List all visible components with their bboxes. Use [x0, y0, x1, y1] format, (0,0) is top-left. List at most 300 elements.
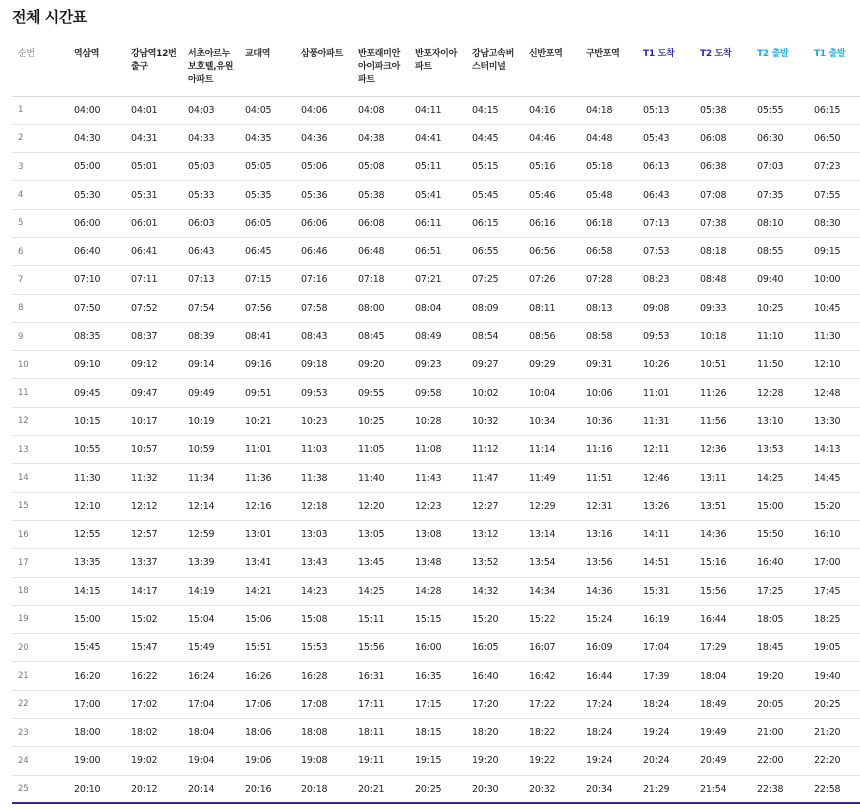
table-row: [12, 747, 860, 775]
time-cell: 06:45: [241, 237, 297, 265]
table-row: [12, 492, 860, 520]
time-cell: 07:21: [411, 266, 468, 294]
time-cell: 15:00: [70, 605, 127, 633]
time-cell: 15:04: [184, 605, 241, 633]
time-cell: 08:56: [525, 322, 582, 350]
time-cell: 07:54: [184, 294, 241, 322]
time-cell: 19:24: [639, 719, 696, 747]
time-cell: 04:05: [241, 96, 297, 124]
time-cell: 20:14: [184, 775, 241, 803]
time-cell: 15:31: [639, 577, 696, 605]
time-cell: 07:13: [639, 209, 696, 237]
time-cell: 16:05: [468, 634, 525, 662]
time-cell: 06:58: [582, 237, 639, 265]
time-cell: 08:37: [127, 322, 184, 350]
time-cell: 08:30: [810, 209, 860, 237]
time-cell: 05:38: [354, 181, 411, 209]
time-cell: 09:23: [411, 351, 468, 379]
time-cell: 04:01: [127, 96, 184, 124]
time-cell: 11:05: [354, 436, 411, 464]
time-cell: 20:18: [297, 775, 354, 803]
time-cell: 05:55: [753, 96, 810, 124]
time-cell: 10:15: [70, 407, 127, 435]
time-cell: 05:05: [241, 153, 297, 181]
time-cell: 07:25: [468, 266, 525, 294]
time-cell: 19:00: [70, 747, 127, 775]
time-cell: 16:35: [411, 662, 468, 690]
time-cell: 20:30: [468, 775, 525, 803]
time-cell: 05:35: [241, 181, 297, 209]
time-cell: 05:11: [411, 153, 468, 181]
time-cell: 18:45: [753, 634, 810, 662]
header-stop: 교대역: [241, 40, 297, 96]
time-cell: 04:38: [354, 124, 411, 152]
time-cell: 10:21: [241, 407, 297, 435]
row-number: 13: [12, 436, 70, 464]
time-cell: 09:12: [127, 351, 184, 379]
header-stop: 반포래미안아이파크아파트: [354, 40, 411, 96]
time-cell: 14:11: [639, 520, 696, 548]
table-row: [12, 379, 860, 407]
time-cell: 04:18: [582, 96, 639, 124]
time-cell: 08:58: [582, 322, 639, 350]
time-cell: 11:36: [241, 464, 297, 492]
time-cell: 05:45: [468, 181, 525, 209]
time-cell: 13:26: [639, 492, 696, 520]
time-cell: 16:19: [639, 605, 696, 633]
table-row: [12, 237, 860, 265]
time-cell: 18:20: [468, 719, 525, 747]
time-cell: 12:55: [70, 520, 127, 548]
time-cell: 13:05: [354, 520, 411, 548]
time-cell: 06:08: [696, 124, 753, 152]
time-cell: 12:16: [241, 492, 297, 520]
time-cell: 16:44: [582, 662, 639, 690]
time-cell: 16:26: [241, 662, 297, 690]
header-row: [12, 40, 860, 96]
row-number: 11: [12, 379, 70, 407]
time-cell: 08:10: [753, 209, 810, 237]
time-cell: 12:27: [468, 492, 525, 520]
time-cell: 06:15: [468, 209, 525, 237]
time-cell: 09:33: [696, 294, 753, 322]
time-cell: 07:10: [70, 266, 127, 294]
time-cell: 12:28: [753, 379, 810, 407]
time-cell: 12:46: [639, 464, 696, 492]
time-cell: 10:32: [468, 407, 525, 435]
time-cell: 10:25: [354, 407, 411, 435]
time-cell: 16:24: [184, 662, 241, 690]
row-number: 23: [12, 719, 70, 747]
time-cell: 10:06: [582, 379, 639, 407]
time-cell: 15:22: [525, 605, 582, 633]
time-cell: 10:19: [184, 407, 241, 435]
table-row: [12, 351, 860, 379]
time-cell: 15:08: [297, 605, 354, 633]
time-cell: 09:55: [354, 379, 411, 407]
time-cell: 06:06: [297, 209, 354, 237]
row-number: 21: [12, 662, 70, 690]
time-cell: 14:45: [810, 464, 860, 492]
time-cell: 09:08: [639, 294, 696, 322]
time-cell: 14:51: [639, 549, 696, 577]
time-cell: 15:53: [297, 634, 354, 662]
row-number: 10: [12, 351, 70, 379]
time-cell: 06:40: [70, 237, 127, 265]
time-cell: 18:25: [810, 605, 860, 633]
time-cell: 22:38: [753, 775, 810, 803]
time-cell: 06:55: [468, 237, 525, 265]
time-cell: 06:08: [354, 209, 411, 237]
time-cell: 11:10: [753, 322, 810, 350]
time-cell: 15:20: [810, 492, 860, 520]
table-row: [12, 464, 860, 492]
table-row: [12, 209, 860, 237]
time-cell: 18:11: [354, 719, 411, 747]
time-cell: 17:39: [639, 662, 696, 690]
time-cell: 14:25: [753, 464, 810, 492]
time-cell: 05:18: [582, 153, 639, 181]
time-cell: 12:31: [582, 492, 639, 520]
time-cell: 19:02: [127, 747, 184, 775]
row-number: 14: [12, 464, 70, 492]
time-cell: 19:22: [525, 747, 582, 775]
time-cell: 15:45: [70, 634, 127, 662]
time-cell: 15:56: [354, 634, 411, 662]
time-cell: 10:23: [297, 407, 354, 435]
time-cell: 15:49: [184, 634, 241, 662]
time-cell: 06:43: [639, 181, 696, 209]
time-cell: 06:51: [411, 237, 468, 265]
time-cell: 08:55: [753, 237, 810, 265]
table-row: [12, 775, 860, 803]
time-cell: 11:08: [411, 436, 468, 464]
time-cell: 13:51: [696, 492, 753, 520]
time-cell: 14:17: [127, 577, 184, 605]
time-cell: 19:04: [184, 747, 241, 775]
time-cell: 04:45: [468, 124, 525, 152]
time-cell: 12:10: [70, 492, 127, 520]
time-cell: 07:18: [354, 266, 411, 294]
table-row: [12, 662, 860, 690]
time-cell: 04:06: [297, 96, 354, 124]
time-cell: 06:00: [70, 209, 127, 237]
time-cell: 11:47: [468, 464, 525, 492]
time-cell: 14:36: [582, 577, 639, 605]
time-cell: 17:24: [582, 690, 639, 718]
time-cell: 15:50: [753, 520, 810, 548]
time-cell: 12:14: [184, 492, 241, 520]
row-number: 9: [12, 322, 70, 350]
time-cell: 16:42: [525, 662, 582, 690]
time-cell: 20:05: [753, 690, 810, 718]
time-cell: 18:06: [241, 719, 297, 747]
time-cell: 11:32: [127, 464, 184, 492]
time-cell: 19:20: [468, 747, 525, 775]
time-cell: 18:22: [525, 719, 582, 747]
time-cell: 12:11: [639, 436, 696, 464]
time-cell: 09:29: [525, 351, 582, 379]
time-cell: 09:16: [241, 351, 297, 379]
time-cell: 09:51: [241, 379, 297, 407]
time-cell: 08:11: [525, 294, 582, 322]
time-cell: 10:34: [525, 407, 582, 435]
time-cell: 14:13: [810, 436, 860, 464]
time-cell: 06:11: [411, 209, 468, 237]
table-row: [12, 520, 860, 548]
time-cell: 08:09: [468, 294, 525, 322]
time-cell: 06:50: [810, 124, 860, 152]
time-cell: 10:28: [411, 407, 468, 435]
time-cell: 05:06: [297, 153, 354, 181]
time-cell: 09:15: [810, 237, 860, 265]
time-cell: 09:10: [70, 351, 127, 379]
time-cell: 13:08: [411, 520, 468, 548]
table-row: [12, 96, 860, 124]
table-row: [12, 153, 860, 181]
time-cell: 12:48: [810, 379, 860, 407]
time-cell: 10:51: [696, 351, 753, 379]
row-number: 25: [12, 775, 70, 803]
time-cell: 21:20: [810, 719, 860, 747]
header-stop: 강남고속버스터미널: [468, 40, 525, 96]
time-cell: 10:00: [810, 266, 860, 294]
time-cell: 17:22: [525, 690, 582, 718]
time-cell: 05:30: [70, 181, 127, 209]
time-cell: 15:51: [241, 634, 297, 662]
time-cell: 17:25: [753, 577, 810, 605]
time-cell: 20:21: [354, 775, 411, 803]
header-stop: 강남역12번 출구: [127, 40, 184, 96]
time-cell: 08:18: [696, 237, 753, 265]
time-cell: 15:56: [696, 577, 753, 605]
time-cell: 07:08: [696, 181, 753, 209]
time-cell: 09:45: [70, 379, 127, 407]
time-cell: 04:46: [525, 124, 582, 152]
time-cell: 12:59: [184, 520, 241, 548]
time-cell: 09:20: [354, 351, 411, 379]
time-cell: 13:10: [753, 407, 810, 435]
time-cell: 20:25: [411, 775, 468, 803]
time-cell: 18:24: [582, 719, 639, 747]
time-cell: 13:53: [753, 436, 810, 464]
table-row: [12, 605, 860, 633]
time-cell: 05:00: [70, 153, 127, 181]
header-t2-arrival: T2 도착: [696, 40, 753, 96]
time-cell: 16:07: [525, 634, 582, 662]
time-cell: 21:54: [696, 775, 753, 803]
time-cell: 13:01: [241, 520, 297, 548]
time-cell: 07:50: [70, 294, 127, 322]
time-cell: 19:49: [696, 719, 753, 747]
time-cell: 04:11: [411, 96, 468, 124]
time-cell: 04:36: [297, 124, 354, 152]
time-cell: 10:59: [184, 436, 241, 464]
time-cell: 07:28: [582, 266, 639, 294]
time-cell: 15:20: [468, 605, 525, 633]
time-cell: 04:33: [184, 124, 241, 152]
table-row: [12, 690, 860, 718]
time-cell: 20:34: [582, 775, 639, 803]
header-stop: 구반포역: [582, 40, 639, 96]
time-cell: 08:00: [354, 294, 411, 322]
row-number: 8: [12, 294, 70, 322]
time-cell: 13:56: [582, 549, 639, 577]
row-number: 15: [12, 492, 70, 520]
time-cell: 06:30: [753, 124, 810, 152]
time-cell: 13:48: [411, 549, 468, 577]
time-cell: 15:16: [696, 549, 753, 577]
table-row: [12, 407, 860, 435]
time-cell: 15:02: [127, 605, 184, 633]
time-cell: 16:31: [354, 662, 411, 690]
time-cell: 08:23: [639, 266, 696, 294]
time-cell: 22:00: [753, 747, 810, 775]
time-cell: 06:38: [696, 153, 753, 181]
time-cell: 05:41: [411, 181, 468, 209]
time-cell: 05:43: [639, 124, 696, 152]
time-cell: 20:12: [127, 775, 184, 803]
table-row: [12, 266, 860, 294]
time-cell: 07:16: [297, 266, 354, 294]
time-cell: 14:15: [70, 577, 127, 605]
time-cell: 13:43: [297, 549, 354, 577]
time-cell: 13:30: [810, 407, 860, 435]
time-cell: 12:18: [297, 492, 354, 520]
time-cell: 10:25: [753, 294, 810, 322]
time-cell: 11:03: [297, 436, 354, 464]
row-number: 12: [12, 407, 70, 435]
header-stop: 서초아르누보호텔,유원아파트: [184, 40, 241, 96]
row-number: 4: [12, 181, 70, 209]
time-cell: 16:22: [127, 662, 184, 690]
time-cell: 14:19: [184, 577, 241, 605]
time-cell: 12:36: [696, 436, 753, 464]
table-row: [12, 634, 860, 662]
time-cell: 20:49: [696, 747, 753, 775]
time-cell: 04:08: [354, 96, 411, 124]
time-cell: 13:11: [696, 464, 753, 492]
time-cell: 11:31: [639, 407, 696, 435]
header-t1-departure: T1 출발: [810, 40, 860, 96]
time-cell: 15:06: [241, 605, 297, 633]
time-cell: 11:49: [525, 464, 582, 492]
time-cell: 12:57: [127, 520, 184, 548]
time-cell: 18:24: [639, 690, 696, 718]
time-cell: 09:47: [127, 379, 184, 407]
time-cell: 17:00: [70, 690, 127, 718]
time-cell: 22:20: [810, 747, 860, 775]
time-cell: 17:15: [411, 690, 468, 718]
time-cell: 08:54: [468, 322, 525, 350]
time-cell: 19:40: [810, 662, 860, 690]
time-cell: 07:13: [184, 266, 241, 294]
time-cell: 17:29: [696, 634, 753, 662]
row-number: 19: [12, 605, 70, 633]
time-cell: 04:48: [582, 124, 639, 152]
row-number: 2: [12, 124, 70, 152]
time-cell: 09:53: [639, 322, 696, 350]
header-seq: 순번: [12, 40, 70, 96]
row-number: 1: [12, 96, 70, 124]
time-cell: 11:40: [354, 464, 411, 492]
time-cell: 19:11: [354, 747, 411, 775]
time-cell: 17:45: [810, 577, 860, 605]
time-cell: 14:32: [468, 577, 525, 605]
time-cell: 09:18: [297, 351, 354, 379]
time-cell: 09:31: [582, 351, 639, 379]
table-row: [12, 577, 860, 605]
time-cell: 11:56: [696, 407, 753, 435]
time-cell: 06:01: [127, 209, 184, 237]
time-cell: 04:41: [411, 124, 468, 152]
time-cell: 13:39: [184, 549, 241, 577]
time-cell: 21:29: [639, 775, 696, 803]
row-number: 16: [12, 520, 70, 548]
row-number: 22: [12, 690, 70, 718]
time-cell: 10:17: [127, 407, 184, 435]
time-cell: 10:26: [639, 351, 696, 379]
time-cell: 09:58: [411, 379, 468, 407]
row-number: 5: [12, 209, 70, 237]
time-cell: 17:00: [810, 549, 860, 577]
time-cell: 05:46: [525, 181, 582, 209]
time-cell: 16:10: [810, 520, 860, 548]
row-number: 7: [12, 266, 70, 294]
row-number: 18: [12, 577, 70, 605]
time-cell: 10:04: [525, 379, 582, 407]
time-cell: 09:49: [184, 379, 241, 407]
time-cell: 04:03: [184, 96, 241, 124]
time-cell: 14:28: [411, 577, 468, 605]
time-cell: 06:13: [639, 153, 696, 181]
time-cell: 06:43: [184, 237, 241, 265]
time-cell: 15:00: [753, 492, 810, 520]
time-cell: 11:38: [297, 464, 354, 492]
time-cell: 13:35: [70, 549, 127, 577]
time-cell: 14:36: [696, 520, 753, 548]
time-cell: 18:02: [127, 719, 184, 747]
time-cell: 07:11: [127, 266, 184, 294]
time-cell: 07:15: [241, 266, 297, 294]
time-cell: 11:34: [184, 464, 241, 492]
time-cell: 11:26: [696, 379, 753, 407]
time-cell: 05:13: [639, 96, 696, 124]
row-number: 6: [12, 237, 70, 265]
time-cell: 05:33: [184, 181, 241, 209]
time-cell: 17:04: [639, 634, 696, 662]
time-cell: 13:37: [127, 549, 184, 577]
time-cell: 10:45: [810, 294, 860, 322]
time-cell: 15:24: [582, 605, 639, 633]
time-cell: 06:16: [525, 209, 582, 237]
table-row: [12, 181, 860, 209]
row-number: 3: [12, 153, 70, 181]
time-cell: 04:16: [525, 96, 582, 124]
time-cell: 16:44: [696, 605, 753, 633]
time-cell: 22:58: [810, 775, 860, 803]
time-cell: 10:18: [696, 322, 753, 350]
time-cell: 11:14: [525, 436, 582, 464]
time-cell: 13:14: [525, 520, 582, 548]
table-row: [12, 322, 860, 350]
time-cell: 17:04: [184, 690, 241, 718]
time-cell: 18:49: [696, 690, 753, 718]
time-cell: 04:31: [127, 124, 184, 152]
time-cell: 14:34: [525, 577, 582, 605]
time-cell: 10:55: [70, 436, 127, 464]
page-title: 전체 시간표: [12, 8, 87, 26]
